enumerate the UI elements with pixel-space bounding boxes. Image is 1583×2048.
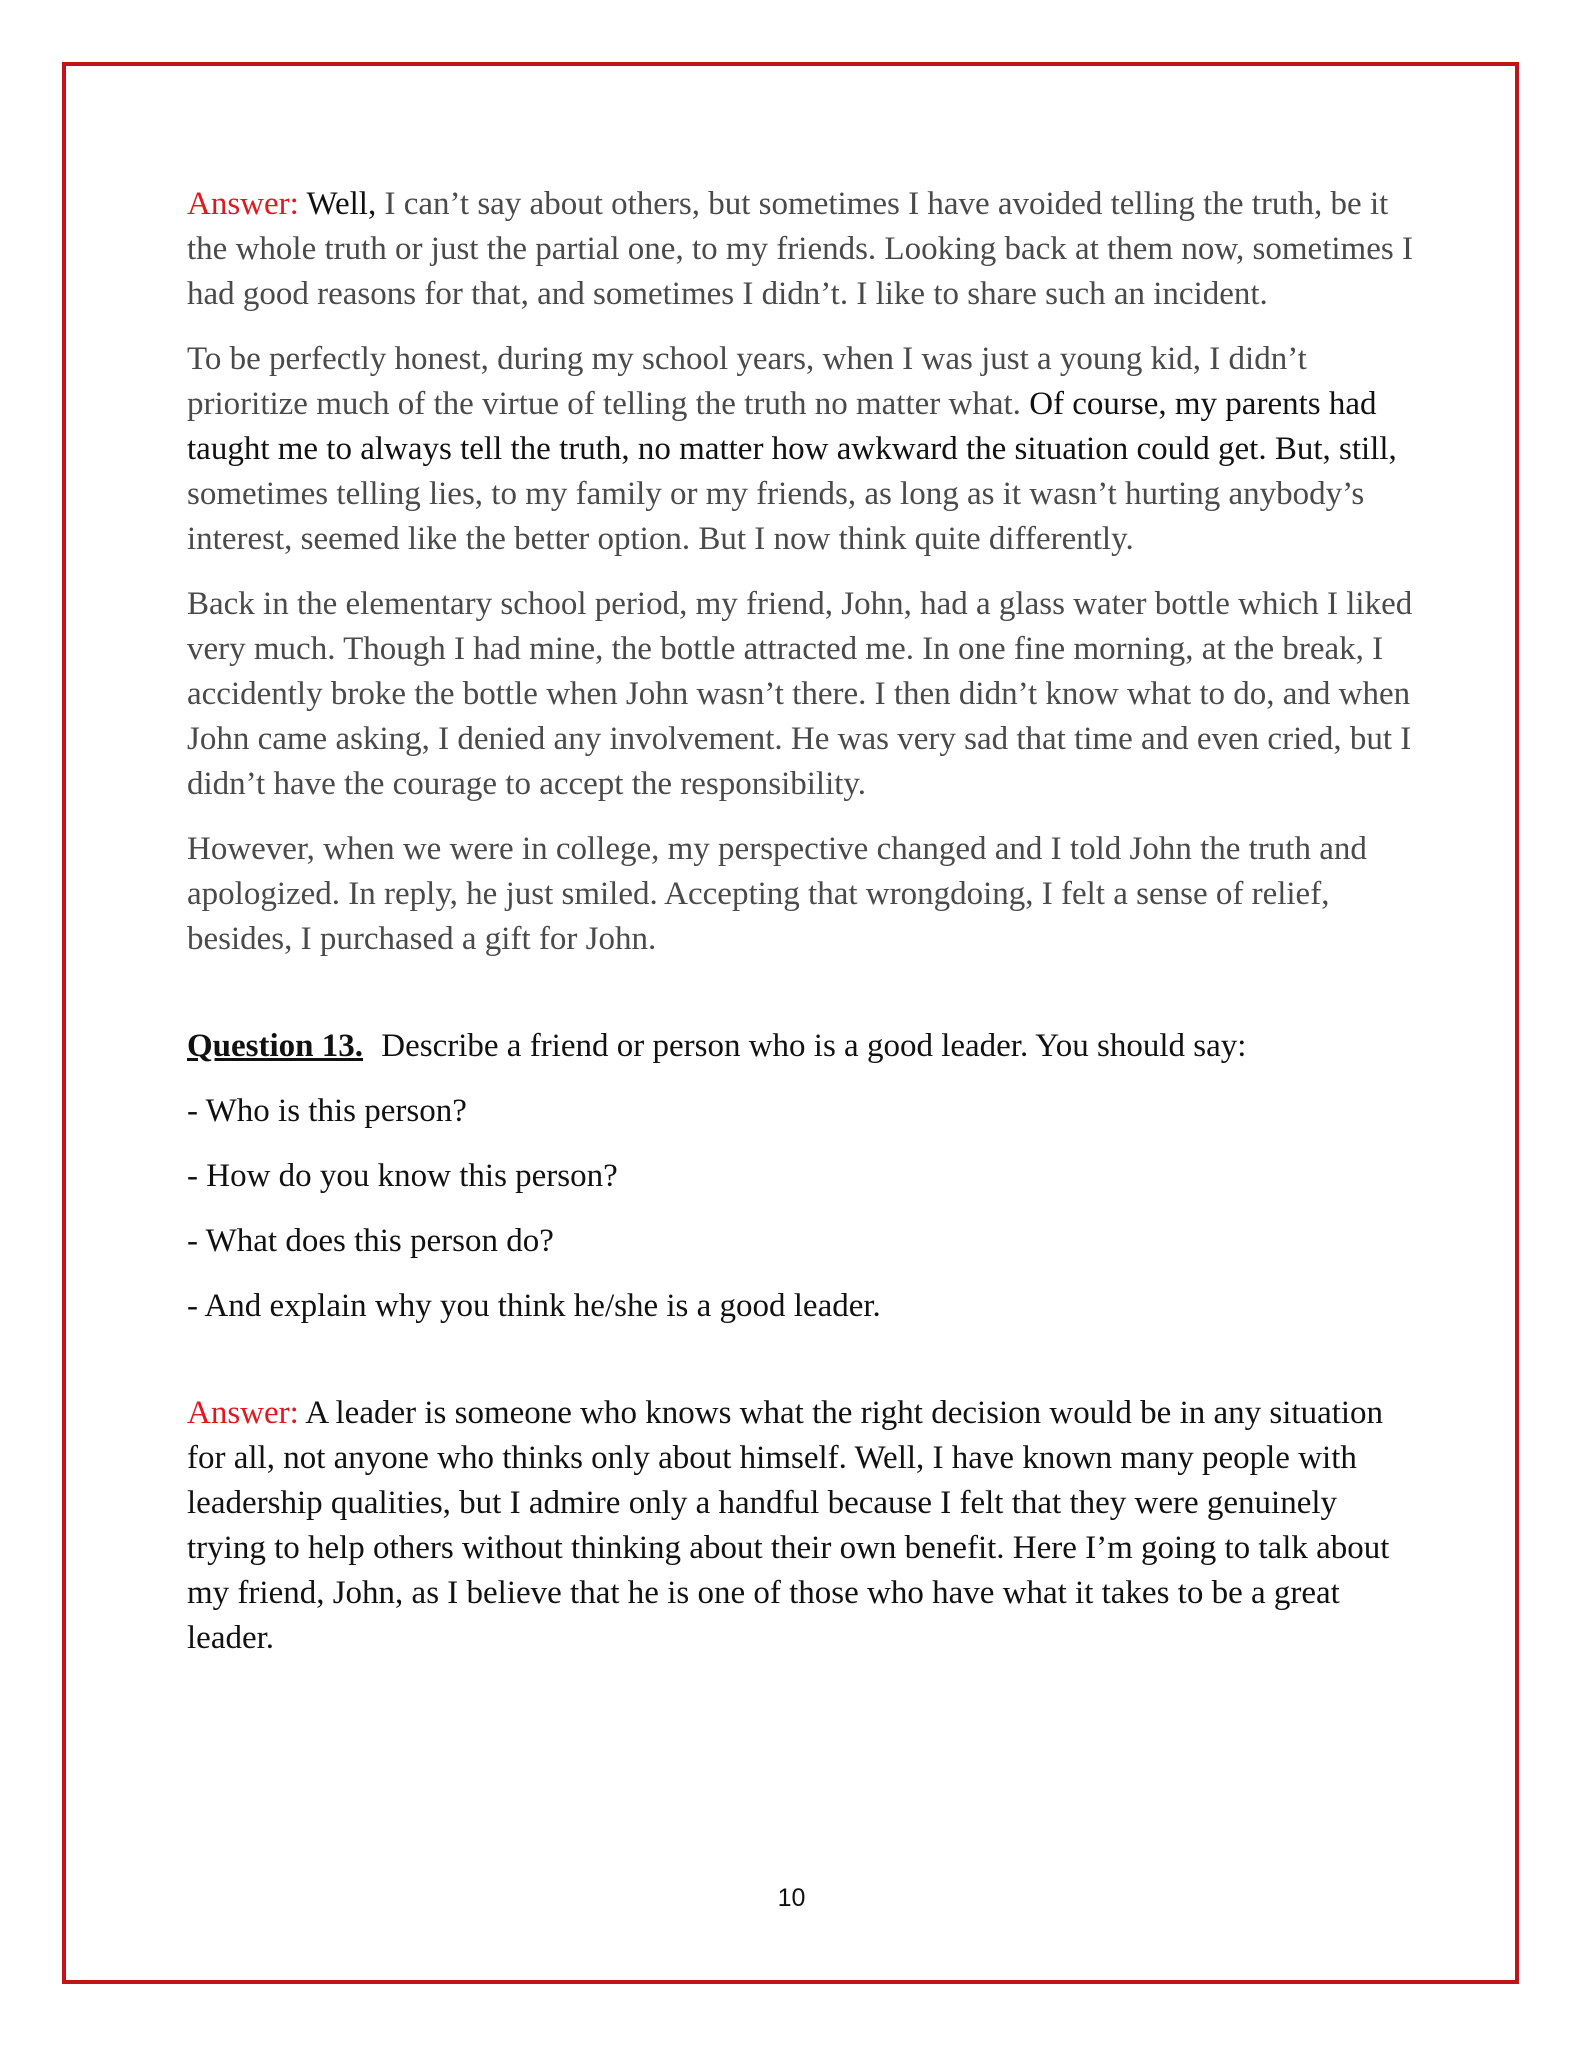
paragraph-2-emphasis: Of course, my parents had taught me to always tell the truth, no matter how awkward the situation could get. But, still,	[187, 386, 1397, 467]
answer-paragraph-1	[187, 182, 1417, 317]
paragraph-2-end: sometimes telling lies, to my family or my friends, as long as it wasn’t hurting anybody’s interest, seemed like the better option. But I now think quite differently.	[187, 476, 1365, 557]
question-bullet: - And explain why you think he/she is a good leader.	[187, 1288, 881, 1324]
page-content	[187, 182, 1417, 1681]
answer-lead-word: Well,	[306, 186, 377, 222]
paragraph-2	[187, 337, 1417, 562]
question-text: Describe a friend or person who is a good leader. You should say:	[381, 1028, 1247, 1064]
question-heading	[187, 1024, 1417, 1069]
question-bullet: - How do you know this person?	[187, 1158, 618, 1194]
answer-text: A leader is someone who knows what the right decision would be in any situation for all, not anyone who thinks only about himself. Well, I have known many people with leadership qualities, but I admire only a handful because I felt that they were genuinely trying to help others without thinking about their own benefit. Here I’m going to talk about my friend, John, as I believe that he is one of those who have what it takes to be a great leader.	[187, 1395, 1390, 1656]
paragraph-4: However, when we were in college, my perspective changed and I told John the truth and apologized. In reply, he just smiled. Accepting that wrongdoing, I felt a sense of relief, besides, I purchased a gift for John.	[187, 831, 1367, 957]
question-label: Question 13.	[187, 1028, 364, 1064]
paragraph-2-start: To be perfectly honest, during my school years, when I was just a young kid, I didn’t prioritize much of the virtue of telling the truth no matter what.	[187, 341, 1307, 422]
page-number: 10	[777, 1884, 806, 1912]
paragraph-3: Back in the elementary school period, my friend, John, had a glass water bottle which I liked very much. Though I had mine, the bottle attracted me. In one fine morning, at the break, I accidently broke the bottle when John wasn’t there. I then didn’t know what to do, and when John came asking, I denied any involvement. He was very sad that time and even cried, but I didn’t have the courage to accept the responsibility.	[187, 586, 1413, 802]
answer-label: Answer:	[187, 186, 299, 222]
question-bullet: - What does this person do?	[187, 1223, 554, 1259]
question-bullet: - Who is this person?	[187, 1093, 467, 1129]
answer-paragraph-2	[187, 1391, 1417, 1661]
answer-text: I can’t say about others, but sometimes I have avoided telling the truth, be it the whole truth or just the partial one, to my friends. Looking back at them now, sometimes I had good reasons for that, and sometimes I didn’t. I like to share such an incident.	[187, 186, 1413, 312]
answer-label: Answer:	[187, 1395, 299, 1431]
